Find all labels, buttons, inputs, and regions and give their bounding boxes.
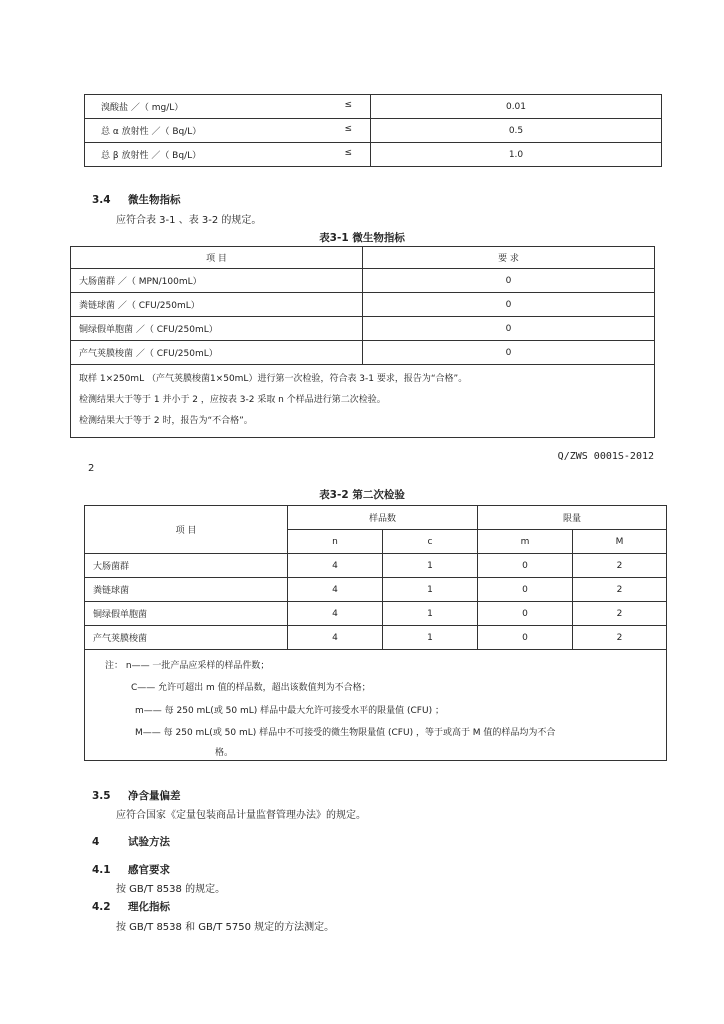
row-name: 总 α 放射性 ／（ Bq/L） <box>101 127 202 137</box>
cell-n: 4 <box>288 602 383 626</box>
cell-c: 1 <box>383 626 478 650</box>
section-4-1-heading <box>92 862 170 877</box>
table-row <box>85 119 662 143</box>
cell-m: 0 <box>478 602 573 626</box>
note-line: M—— 每 250 mL(或 50 mL) 样品中不可接受的微生物限量值 (CFU) ，等于或高于 M 值的样品均为不合 <box>135 728 556 738</box>
note-line: 格。 <box>215 748 234 758</box>
section-3-5-text: 应符合国家《定量包装商品计量监督管理办法》的规定。 <box>116 810 366 821</box>
header-item: 项 目 <box>85 506 288 554</box>
cell-M: 2 <box>573 554 667 578</box>
table-cell-value: 0.01 <box>371 95 662 119</box>
section-3-4-heading <box>92 192 181 207</box>
cell-n: 4 <box>288 578 383 602</box>
header-item: 项 目 <box>71 247 363 269</box>
section-title: 微生物指标 <box>128 194 181 206</box>
cell-M: 2 <box>573 626 667 650</box>
header-m: m <box>478 530 573 554</box>
section-4-heading <box>92 834 170 849</box>
table-3-2 <box>84 505 667 761</box>
note-line: 检测结果大于等于 2 时，报告为“不合格”。 <box>79 416 253 426</box>
table-notes <box>85 650 667 761</box>
row-op: ≤ <box>344 148 352 158</box>
row-name: 产气荚膜梭菌 ／（ CFU/250mL） <box>71 341 363 365</box>
cell-m: 0 <box>478 626 573 650</box>
note-line: 注： n—— 一批产品应采样的样品件数； <box>105 661 270 671</box>
page-number: 2 <box>88 463 95 474</box>
row-value: 0 <box>363 293 655 317</box>
table-3-1-caption: 表3-1 微生物指标 <box>319 232 405 244</box>
row-value: 0 <box>363 317 655 341</box>
section-number: 4.1 <box>92 864 111 876</box>
document-code: Q/ZWS 0001S-2012 <box>557 451 654 462</box>
row-name: 总 β 放射性 ／（ Bq/L） <box>101 151 202 161</box>
table-row <box>85 95 662 119</box>
header-samples: 样品数 <box>288 506 478 530</box>
section-4-1-text: 按 GB/T 8538 的规定。 <box>116 884 226 895</box>
note-line: 检测结果大于等于 1 并小于 2 ，应按表 3-2 采取 n 个样品进行第二次检验。 <box>79 395 386 405</box>
table-header-row <box>85 506 667 530</box>
cell-m: 0 <box>478 578 573 602</box>
table-row <box>85 626 667 650</box>
cell-n: 4 <box>288 554 383 578</box>
section-3-5-heading <box>92 788 181 803</box>
table-radioactivity <box>84 94 662 167</box>
cell-M: 2 <box>573 578 667 602</box>
cell-c: 1 <box>383 578 478 602</box>
row-name: 大肠菌群 ／（ MPN/100mL） <box>71 269 363 293</box>
table-row <box>71 293 655 317</box>
section-title: 理化指标 <box>128 901 170 913</box>
section-4-2-text: 按 GB/T 8538 和 GB/T 5750 规定的方法测定。 <box>116 922 335 933</box>
header-n: n <box>288 530 383 554</box>
section-number: 3.5 <box>92 790 111 802</box>
cell-c: 1 <box>383 602 478 626</box>
table-notes-row <box>85 650 667 761</box>
section-number: 4 <box>92 836 100 848</box>
table-row <box>85 578 667 602</box>
cell-c: 1 <box>383 554 478 578</box>
table-row <box>85 143 662 167</box>
note-line: C—— 允许可超出 m 值的样品数，超出该数值判为不合格； <box>131 683 371 693</box>
table-cell-name <box>85 119 371 143</box>
row-value: 0 <box>363 269 655 293</box>
table-cell-value: 1.0 <box>371 143 662 167</box>
table-notes <box>71 365 655 438</box>
section-title: 试验方法 <box>128 836 170 848</box>
header-M: M <box>573 530 667 554</box>
table-cell-value: 0.5 <box>371 119 662 143</box>
row-name: 铜绿假单胞菌 ／（ CFU/250mL） <box>71 317 363 341</box>
row-op: ≤ <box>344 124 352 134</box>
section-title: 净含量偏差 <box>128 790 181 802</box>
table-cell-name <box>85 143 371 167</box>
section-number: 4.2 <box>92 901 111 913</box>
note-line: 取样 1×250mL （产气荚膜梭菌1×50mL）进行第一次检验，符合表 3-1 要求，报告为“合格”。 <box>79 374 468 384</box>
row-name: 产气荚膜梭菌 <box>85 626 288 650</box>
row-op: ≤ <box>344 100 352 110</box>
header-c: c <box>383 530 478 554</box>
header-limit: 限量 <box>478 506 667 530</box>
section-4-2-heading <box>92 899 170 914</box>
table-3-1 <box>70 246 655 438</box>
section-title: 感官要求 <box>128 864 170 876</box>
table-row <box>85 554 667 578</box>
row-name: 粪链球菌 <box>85 578 288 602</box>
cell-M: 2 <box>573 602 667 626</box>
cell-m: 0 <box>478 554 573 578</box>
row-name: 大肠菌群 <box>85 554 288 578</box>
section-3-4-text: 应符合表 3-1 、表 3-2 的规定。 <box>116 215 262 226</box>
section-number: 3.4 <box>92 194 111 206</box>
row-value: 0 <box>363 341 655 365</box>
row-name: 粪链球菌 ／（ CFU/250mL） <box>71 293 363 317</box>
note-line: m—— 每 250 mL(或 50 mL) 样品中最大允许可接受水平的限量值 (CFU) ； <box>135 706 444 716</box>
table-notes-row <box>71 365 655 438</box>
table-row <box>71 341 655 365</box>
table-row <box>71 269 655 293</box>
table-row <box>71 317 655 341</box>
header-requirement: 要 求 <box>363 247 655 269</box>
table-3-2-caption: 表3-2 第二次检验 <box>319 489 405 501</box>
row-name: 溴酸盐 ／（ mg/L） <box>101 103 184 113</box>
table-cell-name <box>85 95 371 119</box>
cell-n: 4 <box>288 626 383 650</box>
table-header-row <box>71 247 655 269</box>
table-row <box>85 602 667 626</box>
row-name: 铜绿假单胞菌 <box>85 602 288 626</box>
